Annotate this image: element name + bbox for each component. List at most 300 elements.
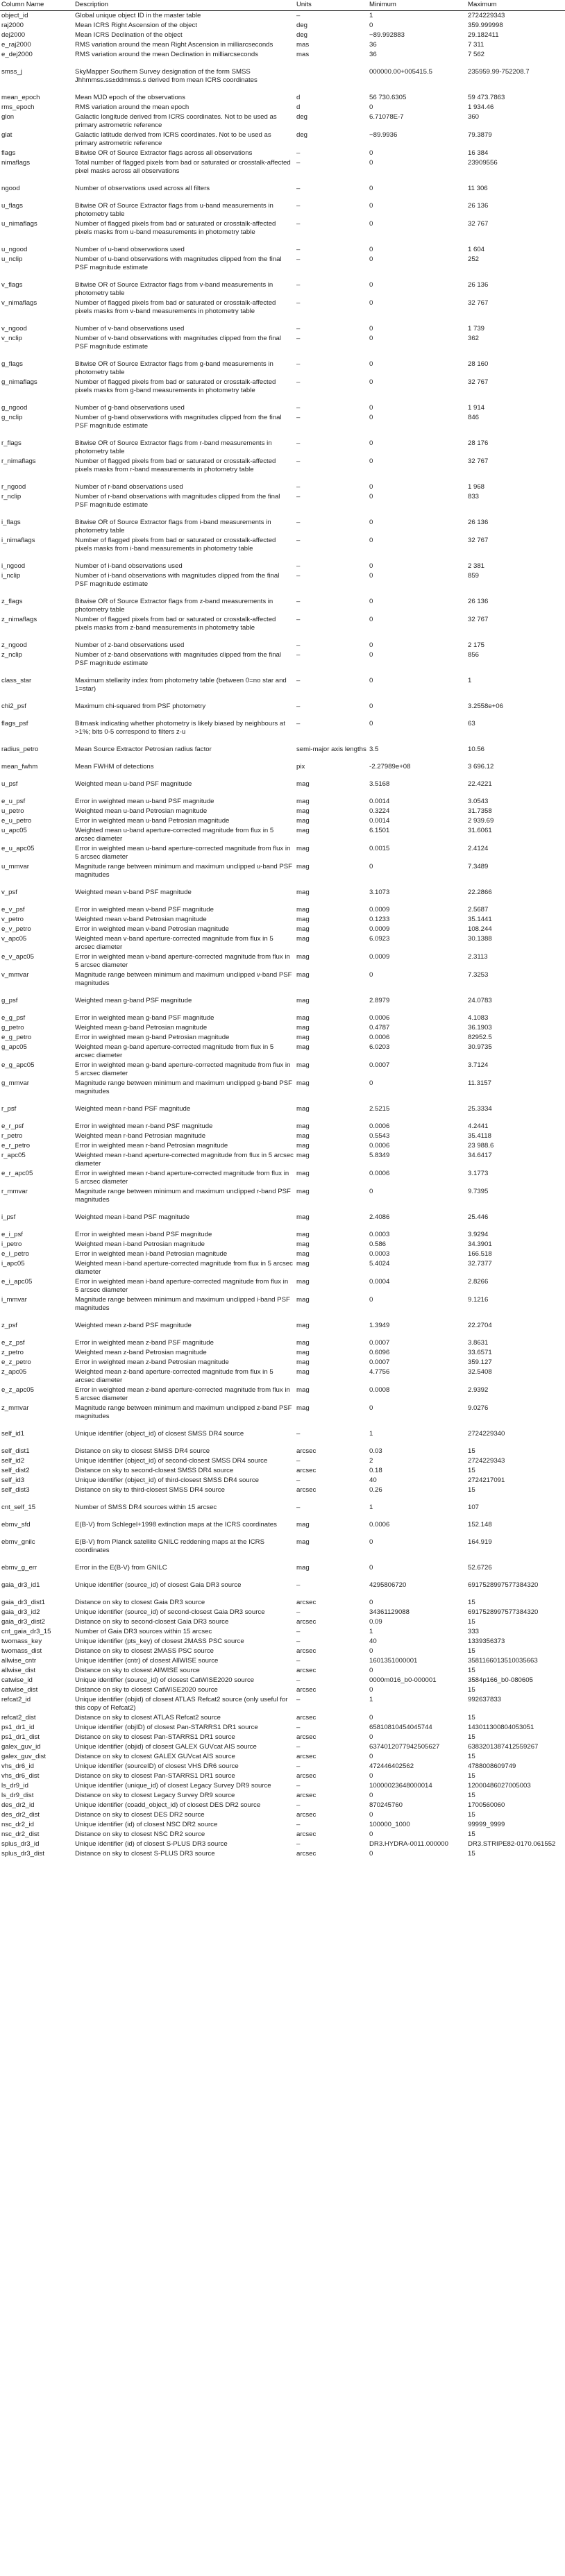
- table-row: [0, 615, 565, 641]
- table-row: [0, 1647, 565, 1656]
- cell-column-name: i_mmvar: [1, 1296, 27, 1304]
- cell-column-name: ebmv_gnilc: [1, 1538, 35, 1546]
- cell-column-name: dej2000: [1, 31, 26, 39]
- cell-column-name: des_dr2_dist: [1, 1811, 40, 1819]
- cell-column-name: e_i_psf: [1, 1231, 23, 1238]
- cell-column-name: gaia_dr3_id1: [1, 1581, 40, 1589]
- table-body: [0, 11, 565, 1860]
- cell-minimum: 0.0006: [369, 1122, 390, 1130]
- table-row: [0, 403, 565, 413]
- cell-maximum: 99999_9999: [468, 1821, 505, 1828]
- cell-maximum: 31.7358: [468, 807, 492, 815]
- cell-description: Unique identifier (sourceID) of closest VHS DR6 source: [75, 1762, 239, 1770]
- cell-maximum: 9.1216: [468, 1296, 489, 1304]
- table-row: [0, 1240, 565, 1249]
- cell-description: Number of g-band observations used: [75, 404, 185, 412]
- cell-minimum: 6.0203: [369, 1043, 390, 1051]
- cell-column-name: e_g_petro: [1, 1034, 32, 1041]
- cell-units: mag: [296, 953, 310, 961]
- table-row: [0, 245, 565, 255]
- table-row: [0, 1187, 565, 1213]
- cell-units: –: [296, 185, 301, 192]
- cell-column-name: i_nimaflags: [1, 537, 35, 544]
- cell-column-name: z_ngood: [1, 641, 27, 649]
- cell-minimum: 6.1501: [369, 827, 390, 834]
- cell-column-name: des_dr2_id: [1, 1801, 35, 1809]
- cell-column-name: e_i_petro: [1, 1250, 30, 1258]
- cell-minimum: 0: [369, 335, 373, 342]
- table-row: [0, 21, 565, 31]
- cell-description: Bitwise OR of Source Extractor flags from v-band measurements in photometry table: [75, 281, 273, 297]
- table-row: [0, 1733, 565, 1742]
- table-row: [0, 1666, 565, 1676]
- cell-minimum: 40: [369, 1638, 377, 1645]
- cell-minimum: 0: [369, 616, 373, 623]
- cell-description: Bitwise OR of Source Extractor flags from i-band measurements in photometry table: [75, 519, 271, 534]
- cell-description: Number of r-band observations with magnitudes clipped from the final PSF magnitude estimate: [75, 493, 280, 509]
- cell-units: mag: [296, 971, 310, 979]
- cell-minimum: 0: [369, 1647, 373, 1655]
- cell-minimum: 3.1073: [369, 889, 390, 896]
- cell-units: mag: [296, 1386, 310, 1394]
- table-row: [0, 518, 565, 536]
- cell-column-name: v_flags: [1, 281, 23, 289]
- cell-description: Number of flagged pixels from bad or saturated or crosstalk-affected pixels masks from v-band measurements in photometry table: [75, 299, 276, 315]
- cell-units: deg: [296, 22, 308, 29]
- cell-column-name: nimaflags: [1, 159, 31, 167]
- cell-description: Number of flagged pixels from bad or saturated or crosstalk-affected pixels masks from g-band measurements in photometry table: [75, 378, 276, 394]
- cell-units: –: [296, 255, 301, 263]
- cell-minimum: 6374012077942505627: [369, 1743, 440, 1751]
- cell-units: –: [296, 1628, 301, 1635]
- cell-column-name: raj2000: [1, 22, 24, 29]
- cell-minimum: 0: [369, 677, 373, 684]
- table-row: [0, 1695, 565, 1713]
- table-row: [0, 1830, 565, 1840]
- cell-minimum: 5.4024: [369, 1260, 390, 1268]
- cell-minimum: 5.8349: [369, 1152, 390, 1159]
- cell-description: Magnitude range between minimum and maximum unclipped u-band PSF magnitudes: [75, 863, 293, 879]
- cell-description: Distance on sky to closest AllWISE source: [75, 1667, 200, 1674]
- table-row: [0, 1013, 565, 1023]
- cell-maximum: 7.3253: [468, 971, 489, 979]
- cell-column-name: g_nimaflags: [1, 378, 37, 386]
- cell-column-name: z_psf: [1, 1322, 17, 1329]
- cell-description: Magnitude range between minimum and maximum unclipped i-band PSF magnitudes: [75, 1296, 290, 1312]
- table-row: [0, 719, 565, 745]
- cell-column-name: z_nimaflags: [1, 616, 37, 623]
- cell-column-name: ls_dr9_id: [1, 1782, 28, 1790]
- cell-description: Distance on sky to closest SMSS DR4 source: [75, 1447, 210, 1455]
- cell-maximum: 108.244: [468, 925, 492, 933]
- cell-minimum: 1601351000001: [369, 1657, 418, 1665]
- table-row: [0, 93, 565, 103]
- cell-maximum: 32.7377: [468, 1260, 492, 1268]
- cell-column-name: allwise_dist: [1, 1667, 36, 1674]
- table-row: [0, 1079, 565, 1104]
- cell-maximum: 992637833: [468, 1696, 502, 1703]
- cell-description: Bitwise OR of Source Extractor flags across all observations: [75, 149, 253, 157]
- table-row: [0, 1476, 565, 1485]
- cell-minimum: 0: [369, 246, 373, 253]
- cell-minimum: 0: [369, 103, 373, 111]
- table-row: [0, 571, 565, 597]
- cell-maximum: 15: [468, 1686, 475, 1694]
- cell-description: Maximum stellarity index from photometry table (between 0=no star and 1=star): [75, 677, 287, 693]
- cell-description: Unique identifier (objID) of closest Pan-STARRS1 DR1 source: [75, 1724, 258, 1731]
- cell-column-name: e_dej2000: [1, 51, 33, 58]
- table-row: [0, 1520, 565, 1538]
- cell-column-name: u_nclip: [1, 255, 23, 263]
- cell-maximum: 833: [468, 493, 480, 500]
- cell-units: –: [296, 1504, 301, 1511]
- cell-column-name: g_flags: [1, 360, 23, 368]
- table-row: [0, 934, 565, 952]
- cell-units: arcsec: [296, 1686, 317, 1694]
- cell-description: Error in weighted mean v-band Petrosian magnitude: [75, 925, 229, 933]
- cell-units: mag: [296, 1368, 310, 1376]
- cell-column-name: r_psf: [1, 1105, 17, 1113]
- cell-column-name: ps1_dr1_dist: [1, 1733, 40, 1741]
- cell-minimum: 6.0923: [369, 935, 390, 943]
- cell-units: mag: [296, 1358, 310, 1366]
- cell-minimum: 0: [369, 404, 373, 412]
- cell-description: Bitwise OR of Source Extractor flags from z-band measurements in photometry table: [75, 598, 273, 614]
- cell-column-name: r_ngood: [1, 483, 26, 491]
- header-minimum: Minimum: [368, 0, 466, 11]
- cell-maximum: 11.3157: [468, 1079, 491, 1087]
- cell-minimum: 0: [369, 1772, 373, 1780]
- table-row: [0, 536, 565, 562]
- cell-maximum: 32 767: [468, 378, 489, 386]
- cell-units: –: [296, 1762, 301, 1770]
- cell-column-name: chi2_psf: [1, 702, 26, 710]
- cell-description: Weighted mean g-band Petrosian magnitude: [75, 1024, 208, 1032]
- cell-minimum: 1: [369, 1696, 373, 1703]
- cell-maximum: 26 136: [468, 202, 489, 210]
- cell-description: Error in weighted mean i-band Petrosian magnitude: [75, 1250, 228, 1258]
- cell-units: –: [296, 519, 301, 526]
- cell-minimum: 0: [369, 1792, 373, 1799]
- cell-description: Number of g-band observations with magnitudes clipped from the final PSF magnitude estimate: [75, 414, 282, 430]
- cell-minimum: 0: [369, 1811, 373, 1819]
- cell-units: –: [296, 1657, 301, 1665]
- cell-maximum: 35.4118: [468, 1132, 491, 1140]
- cell-description: Distance on sky to closest S-PLUS DR3 source: [75, 1850, 215, 1858]
- cell-column-name: z_flags: [1, 598, 23, 605]
- cell-description: SkyMapper Southern Survey designation of the form SMSS Jhhmmss.ss±ddmmss.s derived from mean ICRS coordinates: [75, 68, 258, 84]
- table-row: [0, 807, 565, 816]
- cell-maximum: 6917528997577384320: [468, 1581, 539, 1589]
- table-row: [0, 702, 565, 719]
- cell-description: Unique identifier (source_id) of closest Gaia DR3 source: [75, 1581, 242, 1589]
- cell-units: d: [296, 94, 301, 101]
- cell-description: Mean MJD epoch of the observations: [75, 94, 185, 101]
- cell-maximum: 15: [468, 1753, 475, 1760]
- table-row: [0, 378, 565, 403]
- cell-maximum: 26 136: [468, 519, 489, 526]
- cell-maximum: 1: [468, 677, 472, 684]
- cell-units: mag: [296, 863, 310, 870]
- cell-minimum: 0.0006: [369, 1034, 390, 1041]
- cell-description: Unique identifier (objid) of closest ATLAS Refcat2 source (only useful for this copy of Refcat2): [75, 1696, 288, 1712]
- cell-description: Unique identifier (id) of closest S-PLUS DR3 source: [75, 1840, 228, 1848]
- cell-maximum: 3.9294: [468, 1231, 489, 1238]
- cell-column-name: self_dist1: [1, 1447, 30, 1455]
- table-row: [0, 1230, 565, 1240]
- table-row: [0, 1348, 565, 1358]
- cell-minimum: 36: [369, 41, 377, 49]
- table-row: [0, 492, 565, 518]
- cell-minimum: 56 730.6305: [369, 94, 407, 101]
- cell-units: mas: [296, 41, 310, 49]
- cell-description: Weighted mean i-band aperture-corrected magnitude from flux in 5 arcsec diameter: [75, 1260, 293, 1276]
- cell-maximum: 7 562: [468, 51, 485, 58]
- table-row: [0, 40, 565, 50]
- cell-minimum: 2.4086: [369, 1213, 390, 1221]
- cell-maximum: 32 767: [468, 457, 489, 465]
- cell-description: Magnitude range between minimum and maximum unclipped g-band PSF magnitudes: [75, 1079, 293, 1095]
- cell-column-name: flags: [1, 149, 16, 157]
- cell-minimum: 0.0009: [369, 925, 390, 933]
- cell-column-name: z_mmvar: [1, 1404, 29, 1412]
- cell-minimum: 0.0009: [369, 906, 390, 914]
- cell-column-name: self_dist3: [1, 1486, 30, 1494]
- cell-minimum: 0: [369, 1686, 373, 1694]
- table-row: [0, 201, 565, 219]
- cell-maximum: 2.4124: [468, 845, 489, 852]
- table-row: [0, 1637, 565, 1647]
- cell-column-name: catwise_id: [1, 1676, 33, 1684]
- cell-units: –: [296, 325, 301, 332]
- cell-description: RMS variation around the mean Declination in milliarcseconds: [75, 51, 258, 58]
- cell-description: Error in weighted mean r-band PSF magnitude: [75, 1122, 213, 1130]
- cell-units: mag: [296, 845, 310, 852]
- cell-description: Number of u-band observations with magnitudes clipped from the final PSF magnitude estimate: [75, 255, 282, 271]
- cell-units: arcsec: [296, 1599, 317, 1606]
- cell-description: Weighted mean z-band PSF magnitude: [75, 1322, 192, 1329]
- cell-units: mag: [296, 1339, 310, 1347]
- table-row: [0, 1404, 565, 1429]
- cell-minimum: 0.1233: [369, 916, 390, 923]
- cell-description: Error in weighted mean r-band aperture-corrected magnitude from flux in 5 arcsec diameter: [75, 1170, 289, 1186]
- cell-minimum: 0: [369, 1404, 373, 1412]
- cell-units: mag: [296, 906, 310, 914]
- cell-maximum: 107: [468, 1504, 480, 1511]
- cell-units: deg: [296, 113, 308, 121]
- cell-maximum: 1 934.46: [468, 103, 494, 111]
- cell-minimum: 4295806720: [369, 1581, 407, 1589]
- cell-units: –: [296, 1638, 301, 1645]
- cell-units: [295, 67, 368, 93]
- table-row: [0, 1503, 565, 1520]
- cell-description: Mean ICRS Declination of the object: [75, 31, 183, 39]
- cell-description: Number of flagged pixels from bad or saturated or crosstalk-affected pixels masks from i-band measurements in photometry table: [75, 537, 276, 553]
- cell-column-name: gaia_dr3_dist2: [1, 1618, 45, 1626]
- cell-description: Weighted mean v-band aperture-corrected magnitude from flux in 5 arcsec diameter: [75, 935, 273, 951]
- cell-maximum: 26 136: [468, 598, 489, 605]
- cell-column-name: e_r_petro: [1, 1142, 31, 1150]
- table-row: [0, 1771, 565, 1781]
- cell-column-name: refcat2_id: [1, 1696, 31, 1703]
- cell-description: RMS variation around the mean Right Ascension in milliarcseconds: [75, 41, 273, 49]
- cell-maximum: 2724217091: [468, 1476, 505, 1484]
- cell-maximum: 235959.99-752208.7: [468, 68, 530, 76]
- cell-units: mag: [296, 1188, 310, 1195]
- cell-description: Number of flagged pixels from bad or saturated or crosstalk-affected pixels masks from u-band measurements in photometry table: [75, 220, 276, 236]
- cell-description: Distance on sky to closest Gaia DR3 source: [75, 1599, 205, 1606]
- cell-maximum: 856: [468, 651, 480, 659]
- cell-minimum: 0.0007: [369, 1061, 390, 1069]
- cell-maximum: 15: [468, 1486, 475, 1494]
- cell-units: mag: [296, 997, 310, 1004]
- cell-minimum: 0: [369, 281, 373, 289]
- cell-column-name: self_dist2: [1, 1467, 30, 1474]
- table-row: [0, 1151, 565, 1169]
- cell-units: –: [296, 616, 301, 623]
- cell-minimum: 0: [369, 598, 373, 605]
- cell-minimum: 0.0006: [369, 1521, 390, 1529]
- cell-description: Unique identifier (pts_key) of closest 2MASS PSC source: [75, 1638, 244, 1645]
- cell-column-name: twomass_dist: [1, 1647, 42, 1655]
- cell-minimum: 0: [369, 1667, 373, 1674]
- table-row: [0, 439, 565, 457]
- cell-minimum: 0: [369, 483, 373, 491]
- cell-minimum: 0: [369, 641, 373, 649]
- cell-units: –: [296, 720, 301, 727]
- cell-minimum: 3.5168: [369, 780, 390, 788]
- table-row: [0, 1676, 565, 1685]
- cell-minimum: 0: [369, 299, 373, 307]
- cell-description: Mean ICRS Right Ascension of the object: [75, 22, 197, 29]
- table-row: [0, 762, 565, 780]
- cell-minimum: 0.0004: [369, 1278, 390, 1286]
- table-row: [0, 888, 565, 905]
- cell-description: Weighted mean u-band Petrosian magnitude: [75, 807, 208, 815]
- cell-column-name: v_mmvar: [1, 971, 29, 979]
- cell-description: Weighted mean v-band Petrosian magnitude: [75, 916, 207, 923]
- cell-units: arcsec: [296, 1714, 317, 1721]
- table-row: [0, 1122, 565, 1131]
- cell-minimum: 0: [369, 202, 373, 210]
- cell-minimum: 36: [369, 51, 377, 58]
- cell-maximum: 26 136: [468, 281, 489, 289]
- cell-units: mag: [296, 1152, 310, 1159]
- cell-minimum: 0: [369, 159, 373, 167]
- cell-description: Error in weighted mean i-band aperture-corrected magnitude from flux in 5 arcsec diameter: [75, 1278, 289, 1294]
- cell-description: Magnitude range between minimum and maximum unclipped z-band PSF magnitudes: [75, 1404, 292, 1420]
- cell-column-name: flags_psf: [1, 720, 28, 727]
- cell-maximum: 2724229340: [468, 1430, 505, 1438]
- cell-description: Unique identifier (id) of closest NSC DR2 source: [75, 1821, 218, 1828]
- cell-units: mag: [296, 1231, 310, 1238]
- table-row: [0, 1367, 565, 1386]
- cell-column-name: e_i_apc05: [1, 1278, 33, 1286]
- cell-maximum: 32 767: [468, 299, 489, 307]
- cell-column-name: vhs_dr6_dist: [1, 1772, 40, 1780]
- cell-units: mag: [296, 807, 310, 815]
- cell-column-name: g_nclip: [1, 414, 23, 421]
- cell-description: Mean Source Extractor Petrosian radius factor: [75, 746, 212, 753]
- cell-minimum: 2.5215: [369, 1105, 390, 1113]
- cell-units: arcsec: [296, 1447, 317, 1455]
- cell-column-name: glon: [1, 113, 15, 121]
- cell-units: –: [296, 281, 301, 289]
- cell-maximum: 16 384: [468, 149, 489, 157]
- cell-minimum: 0.0007: [369, 1358, 390, 1366]
- cell-units: –: [296, 702, 301, 710]
- cell-units: –: [296, 414, 301, 421]
- cell-units: –: [296, 1581, 301, 1589]
- cell-units: mag: [296, 1014, 310, 1022]
- cell-column-name: z_petro: [1, 1349, 24, 1356]
- cell-description: Distance on sky to closest Legacy Survey DR9 source: [75, 1792, 235, 1799]
- cell-minimum: 0.0007: [369, 1339, 390, 1347]
- cell-maximum: 362: [468, 335, 480, 342]
- cell-maximum: 15: [468, 1618, 475, 1626]
- cell-units: semi-major axis lengths: [296, 746, 366, 753]
- table-row: [0, 1617, 565, 1627]
- table-row: [0, 1685, 565, 1695]
- cell-units: arcsec: [296, 1733, 317, 1741]
- cell-column-name: g_apc05: [1, 1043, 27, 1051]
- cell-column-name: nsc_dr2_id: [1, 1821, 34, 1828]
- cell-description: Distance on sky to closest GALEX GUVcat AIS source: [75, 1753, 235, 1760]
- cell-column-name: r_petro: [1, 1132, 23, 1140]
- cell-units: –: [296, 1782, 301, 1790]
- table-row: [0, 255, 565, 280]
- table-row: [0, 1358, 565, 1367]
- cell-units: –: [296, 299, 301, 307]
- cell-maximum: 3581166013510035663: [468, 1657, 538, 1665]
- cell-maximum: 6917528997577384320: [468, 1608, 539, 1616]
- cell-units: mag: [296, 1105, 310, 1113]
- cell-column-name: galex_guv_dist: [1, 1753, 47, 1760]
- table-row: [0, 1713, 565, 1723]
- cell-units: deg: [296, 31, 308, 39]
- cell-units: mag: [296, 1538, 310, 1546]
- cell-description: Weighted mean r-band aperture-corrected magnitude from flux in 5 arcsec diameter: [75, 1152, 294, 1168]
- table-row: [0, 1043, 565, 1061]
- cell-minimum: 0: [369, 863, 373, 870]
- cell-description: Error in weighted mean u-band aperture-corrected magnitude from flux in 5 arcsec diameter: [75, 845, 291, 861]
- cell-column-name: g_ngood: [1, 404, 28, 412]
- cell-maximum: 35.1441: [468, 916, 492, 923]
- cell-units: –: [296, 537, 301, 544]
- cell-maximum: 29.182411: [468, 31, 499, 39]
- cell-minimum: 0.0015: [369, 845, 390, 852]
- table-row: [0, 280, 565, 298]
- cell-units: mag: [296, 1250, 310, 1258]
- cell-units: –: [296, 202, 301, 210]
- cell-maximum: 15: [468, 1667, 475, 1674]
- cell-maximum: 15: [468, 1792, 475, 1799]
- cell-description: Distance on sky to closest Pan-STARRS1 DR1 source: [75, 1733, 235, 1741]
- table-row: [0, 1810, 565, 1820]
- cell-units: –: [296, 1724, 301, 1731]
- cell-minimum: 0: [369, 519, 373, 526]
- table-row: [0, 1581, 565, 1598]
- cell-column-name: cnt_gaia_dr3_15: [1, 1628, 51, 1635]
- cell-column-name: e_z_apc05: [1, 1386, 34, 1394]
- cell-description: Number of flagged pixels from bad or saturated or crosstalk-affected pixels masks from z-band measurements in photometry table: [75, 616, 276, 632]
- cell-maximum: 3 696.12: [468, 763, 494, 771]
- cell-units: –: [296, 562, 301, 570]
- table-row: [0, 826, 565, 844]
- cell-column-name: vhs_dr6_id: [1, 1762, 34, 1770]
- cell-minimum: 0: [369, 1733, 373, 1741]
- cell-minimum: 1: [369, 1628, 373, 1635]
